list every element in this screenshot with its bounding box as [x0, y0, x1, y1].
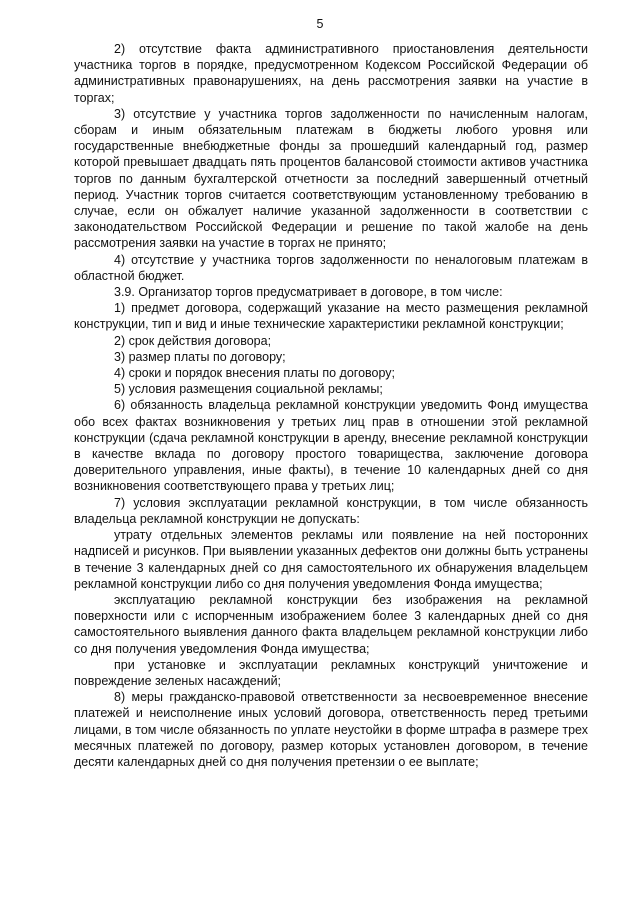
list-item-7-operation-terms: 7) условия эксплуатации рекламной конструкции, в том числе обязанность владельца рекламной конструкции не допускать:: [74, 495, 588, 526]
list-item-8-liability: 8) меры гражданско-правовой ответственности за несвоевременное внесение платежей и неисполнение иных условий договора, ответственность перед третьими лицами, в том числе обязанность по уплате неустойки в форме штрафа в размере трех месячных платежей по договору, размер которых установлен договором, в течение десяти календарных дней со дня получения претензии о ее выплате;: [74, 690, 588, 769]
list-item-5-social-ads: 5) условия размещения социальной рекламы;: [114, 382, 383, 397]
paragraph-2-no-suspension: 2) отсутствие факта административного приостановления деятельности участника торгов в порядке, предусмотренном Кодексом Российской Федерации об административных правонарушениях, на день рассмотрения заявки на участие в торгах;: [74, 42, 588, 105]
list-item-4-payment-schedule: 4) сроки и порядок внесения платы по договору;: [114, 366, 396, 381]
paragraph-4-no-nontax-debt: 4) отсутствие у участника торгов задолженности по неналоговым платежам в областной бюджет.: [74, 252, 588, 283]
page-number: 5: [316, 17, 324, 31]
sub-item-green-damage: при установке и эксплуатации рекламных конструкций уничтожение и повреждение зеленых насаждений;: [74, 657, 588, 688]
document-body: [74, 41, 588, 770]
paragraph-3-9-contract-terms: 3.9. Организатор торгов предусматривает в договоре, в том числе:: [114, 285, 503, 300]
sub-item-element-loss: утрату отдельных элементов рекламы или появление на ней посторонних надписей и рисунков. При выявлении указанных дефектов они должны быть устранены в течение 3 календарных дней со дня самостоятельного их обнаружения владельцем рекламной конструкции либо со дня получения уведомления Фонда имущества;: [74, 528, 588, 591]
list-item-6-notify-fund: 6) обязанность владельца рекламной конструкции уведомить Фонд имущества обо всех фактах возникновения у третьих лиц прав в отношении этой рекламной конструкции (сдача рекламной конструкции в аренду, внесение рекламной конструкции в качестве вклада по договору простого товарищества, заключение договора доверительного управления, иные факты), в течение 10 календарных дней со дня возникновения соответствующего права у третьих лиц;: [74, 398, 588, 494]
sub-item-no-image: эксплуатацию рекламной конструкции без изображения на рекламной поверхности или с испорченным изображением более 3 календарных дней со дня самостоятельного выявления данного факта владельцем рекламной конструкции либо со дня получения уведомления Фонда имущества;: [74, 592, 588, 656]
list-item-3-fee: 3) размер платы по договору;: [114, 349, 286, 364]
list-item-1-subject: 1) предмет договора, содержащий указание на место размещения рекламной конструкции, тип и вид и иные технические характеристики рекламной конструкции;: [74, 301, 588, 332]
paragraph-3-no-tax-debt: 3) отсутствие у участника торгов задолженности по начисленным налогам, сборам и иным обязательным платежам в бюджеты любого уровня или государственные внебюджетные фонды за прошедший календарный год, размер которой превышает двадцать пять процентов балансовой стоимости активов участника торгов по данным бухгалтерской отчетности за последний завершенный отчетный период. Участник торгов считается соответствующим установленному требованию в случае, если он обжалует наличие указанной задолженности в соответствии с законодательством Российской Федерации и решение по такой жалобе на день рассмотрения заявки на участие в торгах не принято;: [74, 106, 588, 251]
list-item-2-term: 2) срок действия договора;: [114, 333, 272, 348]
